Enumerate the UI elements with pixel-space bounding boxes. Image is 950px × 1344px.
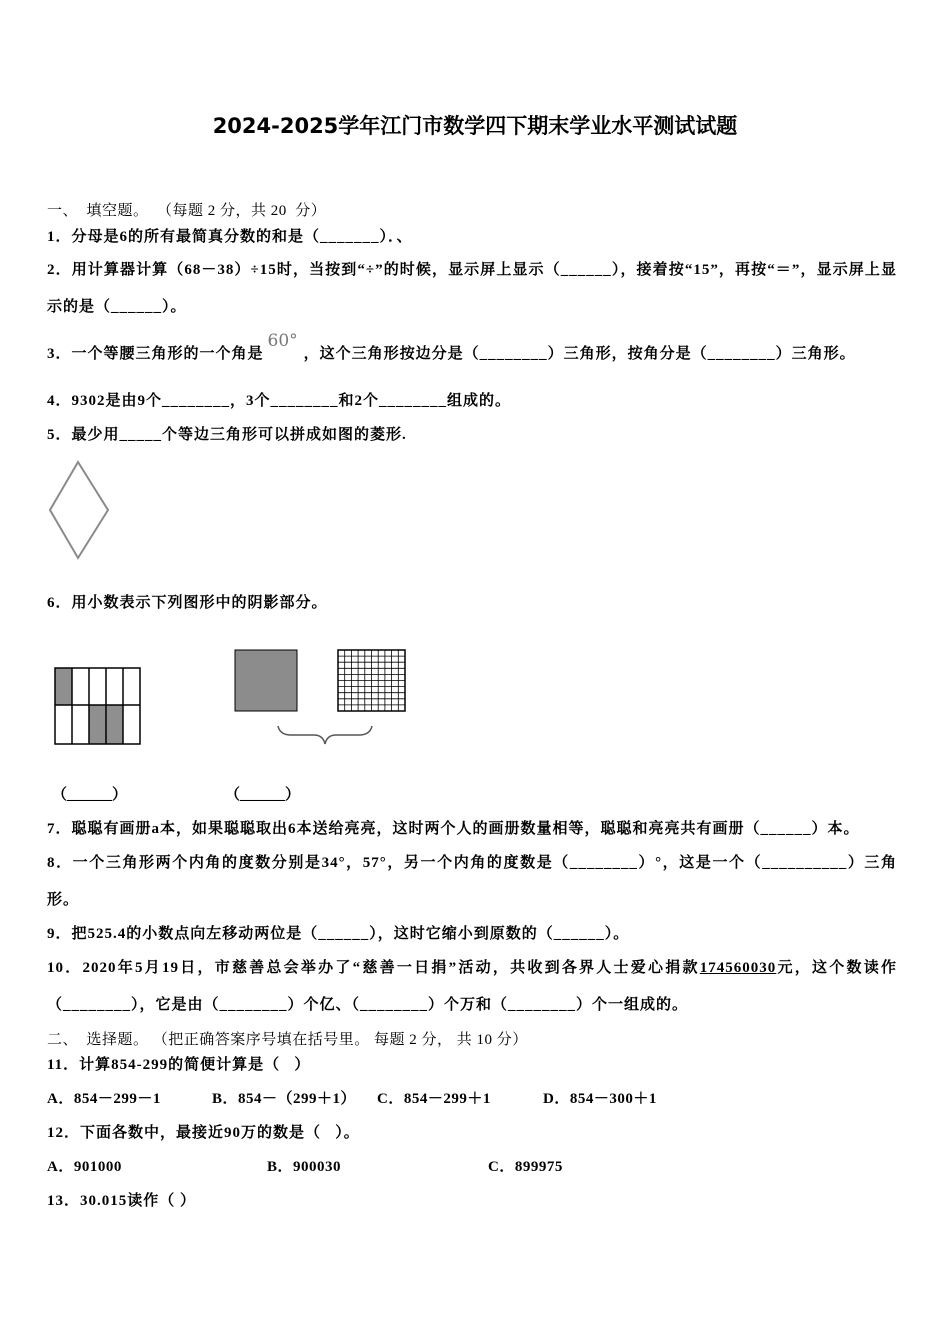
shaded-cell (106, 705, 123, 744)
donation-amount: 174560030 (699, 959, 777, 976)
question-6-answer-blank-1: （______） (52, 786, 128, 803)
page-title: 2024-2025学年江门市数学四下期末学业水平测试试题 (212, 114, 738, 138)
section-choice-header: 二、 选择题。 （把正确答案序号填在括号里。 每题 2 分， 共 10 分） (47, 1031, 528, 1048)
shaded-square (235, 650, 297, 711)
question-12-option-b: B．900030 (267, 1158, 342, 1175)
question-8: 8．一个三角形两个内角的度数分别是34°，57°，另一个内角的度数是（________）°，这是一个（__________）三角形。 (47, 854, 897, 908)
question-10 (47, 950, 897, 1024)
question-11-option-a: A．854－299－1 (47, 1090, 161, 1107)
hundred-grid-lines (338, 650, 405, 711)
question-6: 6．用小数表示下列图形中的阴影部分。 (47, 594, 328, 611)
rhombus-figure (50, 462, 108, 558)
question-12-option-c: C．899975 (488, 1158, 563, 1175)
question-3-text-after: ，这个三角形按边分是（________）三角形，按角分是（________）三角形。 (303, 345, 856, 362)
question-11: 11．计算854-299的简便计算是（ ） (47, 1056, 311, 1073)
angle-60-degrees: 60° (267, 330, 298, 351)
shaded-cell (55, 668, 72, 705)
question-9: 9．把525.4的小数点向左移动两位是（______），这时它缩小到原数的（______）。 (47, 925, 630, 942)
question-2: 2．用计算器计算（68－38）÷15时，当按到“÷”的时候，显示屏上显示（______），接着按“15”，再按“＝”，显示屏上显示的是（______）。 (47, 261, 897, 315)
question-11-option-b: B．854－（299＋1） (212, 1090, 357, 1107)
question-10-text-before: 10．2020年5月19日，市慈善总会举办了“慈善一日捐”活动，共收到各界人士爱心捐款 (47, 959, 700, 976)
question-1: 1．分母是6的所有最简真分数的和是（_______）．、 (47, 228, 413, 245)
curly-brace (278, 726, 372, 744)
question-3-text-before: 3．一个等腰三角形的一个角是 (47, 345, 264, 362)
question-5: 5．最少用_____个等边三角形可以拼成如图的菱形. (47, 426, 407, 443)
question-6-answer-blank-2: （______） (225, 786, 301, 803)
shaded-cell (89, 705, 106, 744)
section-fill-in-header: 一、 填空题。 （每题 2 分，共 20 分） (47, 202, 327, 219)
shaded-strip-grid (55, 668, 140, 744)
question-12: 12．下面各数中，最接近90万的数是（ ）。 (47, 1124, 360, 1141)
question-11-option-c: C．854－299＋1 (377, 1090, 491, 1107)
question-7: 7．聪聪有画册a本，如果聪聪取出6本送给亮亮，这时两个人的画册数量相等，聪聪和亮亮共有画册（______）本。 (47, 820, 860, 837)
question-13: 13．30.015读作（ ） (47, 1192, 197, 1209)
question-3 (47, 330, 897, 373)
question-12-option-a: A．901000 (47, 1158, 122, 1175)
question-11-option-d: D．854－300＋1 (543, 1090, 657, 1107)
question-4: 4．9302是由9个________，3个________和2个________组成的。 (47, 392, 512, 409)
hundred-grid (338, 650, 405, 711)
question-10-text-after: 元，这个数读作（________），它是由（________）个亿、（________）个万和（________）个一组成的。 (47, 959, 897, 1013)
